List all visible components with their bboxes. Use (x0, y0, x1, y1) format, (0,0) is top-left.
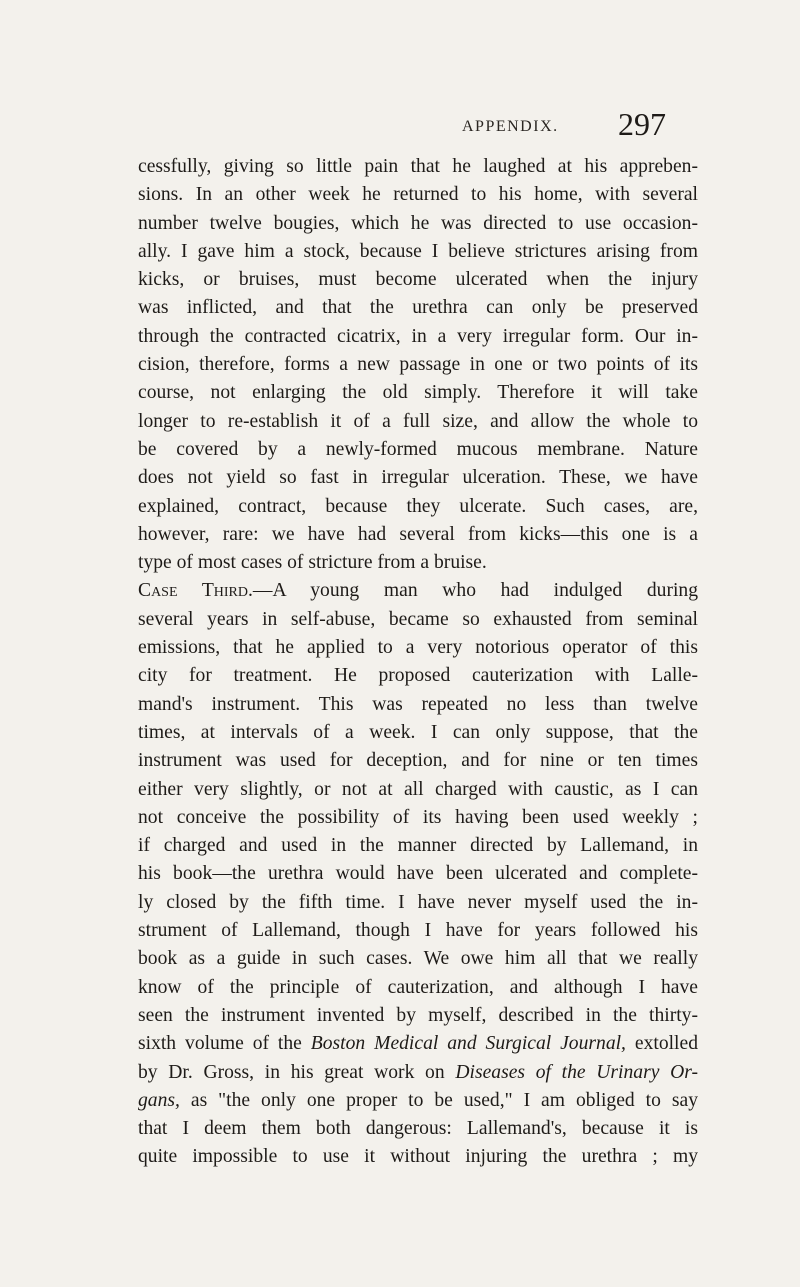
text-run: by Dr. Gross, in his great work on (138, 1061, 456, 1083)
text-line: through the contracted cicatrix, in a very irregular form. Our in- (138, 325, 698, 347)
text-run: as "the only one proper to be used," I am obliged to say (179, 1089, 698, 1111)
case-heading-line (138, 577, 698, 605)
text-line: ally. I gave him a stock, because I believe strictures arising from (138, 240, 698, 262)
text-line: number twelve bougies, which he was directed to use occasion- (138, 212, 698, 234)
text-line: be covered by a newly-formed mucous membrane. Nature (138, 438, 698, 460)
text-line: that I deem them both dangerous: Lallemand's, because it is (138, 1118, 698, 1140)
text-line: sions. In an other week he returned to his home, with several (138, 184, 698, 206)
text-line: seen the instrument invented by myself, described in the thirty- (138, 1004, 698, 1026)
text-line: several years in self-abuse, became so exhausted from seminal (138, 608, 698, 630)
text-line: strument of Lallemand, though I have for years followed his (138, 920, 698, 942)
text-line: quite impossible to use it without injuring the urethra ; my (138, 1146, 698, 1168)
text-run: extolled (625, 1033, 698, 1055)
text-line: instrument was used for deception, and for nine or ten times (138, 750, 698, 772)
text-line: cessfully, giving so little pain that he laughed at his appreben- (138, 156, 698, 177)
running-head-title: APPENDIX. (462, 118, 559, 135)
book-citation-line (138, 1087, 698, 1115)
book-title: Diseases of the Urinary Or- (455, 1061, 698, 1083)
page-number: 297 (618, 106, 666, 142)
text-line: does not yield so fast in irregular ulceration. These, we have (138, 467, 698, 489)
paragraph-end-line: type of most cases of stricture from a bruise. (138, 552, 487, 574)
journal-title: Boston Medical and Surgical Journal, (310, 1033, 626, 1055)
text-line: know of the principle of cauterization, and although I have (138, 976, 698, 998)
text-line: if charged and used in the manner directed by Lallemand, in (138, 835, 698, 857)
text-line: emissions, that he applied to a very notorious operator of this (138, 637, 698, 659)
text-line: not conceive the possibility of its having been used weekly ; (138, 806, 698, 828)
text-line: explained, contract, because they ulcerate. Such cases, are, (138, 495, 698, 517)
text-line: kicks, or bruises, must become ulcerated when the injury (138, 269, 698, 291)
running-head (0, 108, 800, 148)
text-line: times, at intervals of a week. I can only suppose, that the (138, 721, 698, 743)
text-line: ly closed by the fifth time. I have never myself used the in- (138, 891, 698, 913)
body-text (138, 153, 698, 1172)
book-title: gans, (138, 1089, 180, 1111)
text-line: mand's instrument. This was repeated no less than twelve (138, 693, 698, 715)
text-line: city for treatment. He proposed cauterization with Lalle- (138, 665, 698, 687)
journal-citation-line (138, 1030, 698, 1058)
text-line: longer to re-establish it of a full size, and allow the whole to (138, 410, 698, 432)
case-label: Case Third. (138, 580, 253, 602)
text-run: sixth volume of the (138, 1033, 311, 1055)
case-heading-rest: —A young man who had indulged during (252, 580, 699, 602)
text-line: either very slightly, or not at all charged with caustic, as I can (138, 778, 698, 800)
text-line: his book—the urethra would have been ulcerated and complete- (138, 863, 698, 885)
text-line: book as a guide in such cases. We owe him all that we really (138, 948, 698, 970)
text-line: course, not enlarging the old simply. Therefore it will take (138, 382, 698, 404)
text-line: however, rare: we have had several from kicks—this one is a (138, 523, 698, 545)
text-line: was inflicted, and that the urethra can only be preserved (138, 297, 698, 319)
book-citation-line (138, 1059, 698, 1087)
text-line: cision, therefore, forms a new passage in one or two points of its (138, 354, 698, 376)
